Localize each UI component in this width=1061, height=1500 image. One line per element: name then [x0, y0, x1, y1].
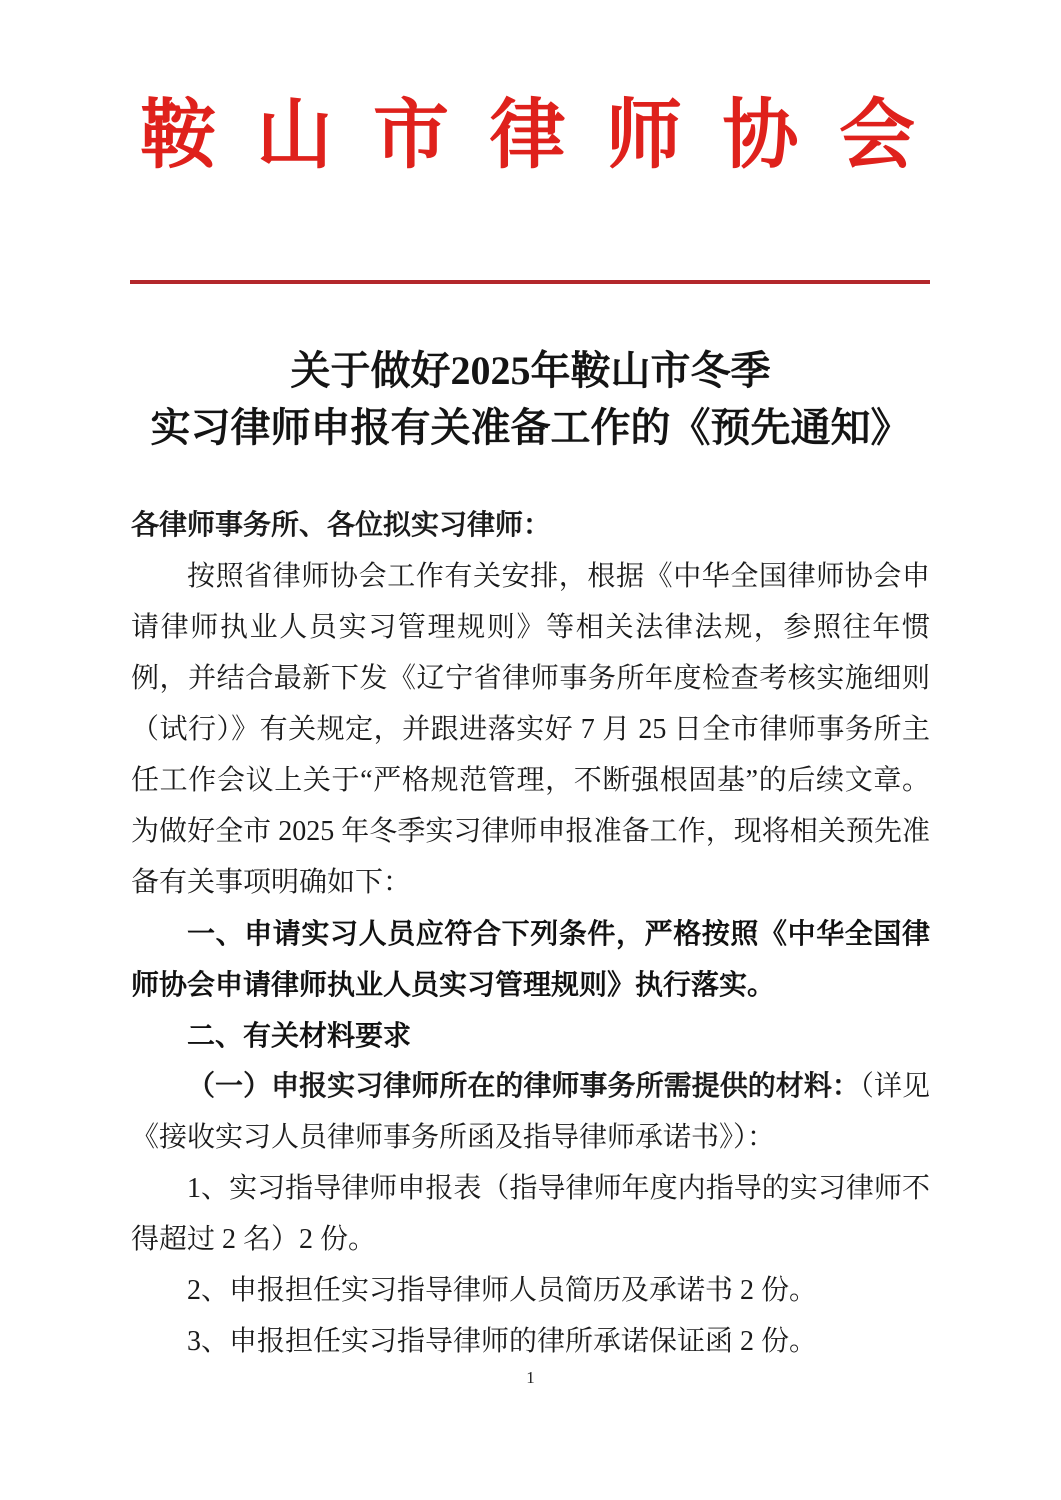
section-1-heading: 一、申请实习人员应符合下列条件，严格按照《中华全国律师协会申请律师执业人员实习管理规则》执行落实。 [131, 917, 930, 1000]
subsection-1-paragraph [131, 1061, 930, 1163]
material-item-3: 3、申报担任实习指导律师的律所承诺保证函 2 份。 [187, 1325, 818, 1357]
subsection-1-note: （详见《接收实习人员律师事务所函及指导律师承诺书》）： [131, 1070, 930, 1153]
document-title [0, 342, 1061, 456]
page-number: 1 [526, 1368, 535, 1387]
document-title-line-1: 关于做好2025年鞍山市冬季 [290, 347, 771, 393]
section-2-heading: 二、有关材料要求 [187, 1019, 412, 1051]
salutation: 各律师事务所、各位拟实习律师： [131, 509, 552, 541]
document-title-line-2: 实习律师申报有关准备工作的《预先通知》 [150, 404, 911, 450]
red-divider-line [130, 280, 930, 284]
subsection-1-label: （一）申报实习律师所在的律师事务所需提供的材料： [187, 1070, 860, 1102]
letterhead-org-name: 鞍山市律师协会 [140, 93, 916, 178]
material-item-1: 1、实习指导律师申报表（指导律师年度内指导的实习律师不得超过 2 名）2 份。 [131, 1172, 930, 1255]
material-item-2: 2、申报担任实习指导律师人员简历及承诺书 2 份。 [187, 1274, 818, 1306]
intro-paragraph: 按照省律师协会工作有关安排，根据《中华全国律师协会申请律师执业人员实习管理规则》等相关法律法规，参照往年惯例，并结合最新下发《辽宁省律师事务所年度检查考核实施细则（试行）》有关规定，并跟进落实好 7 月 25 日全市律师事务所主任工作会议上关于“严格规范管理，不断强根固基”的后续文章。为做好全市 2025 年冬季实习律师申报准备工作，现将相关预先准备有关事项明确如下： [131, 560, 930, 898]
document-body [131, 500, 930, 1367]
